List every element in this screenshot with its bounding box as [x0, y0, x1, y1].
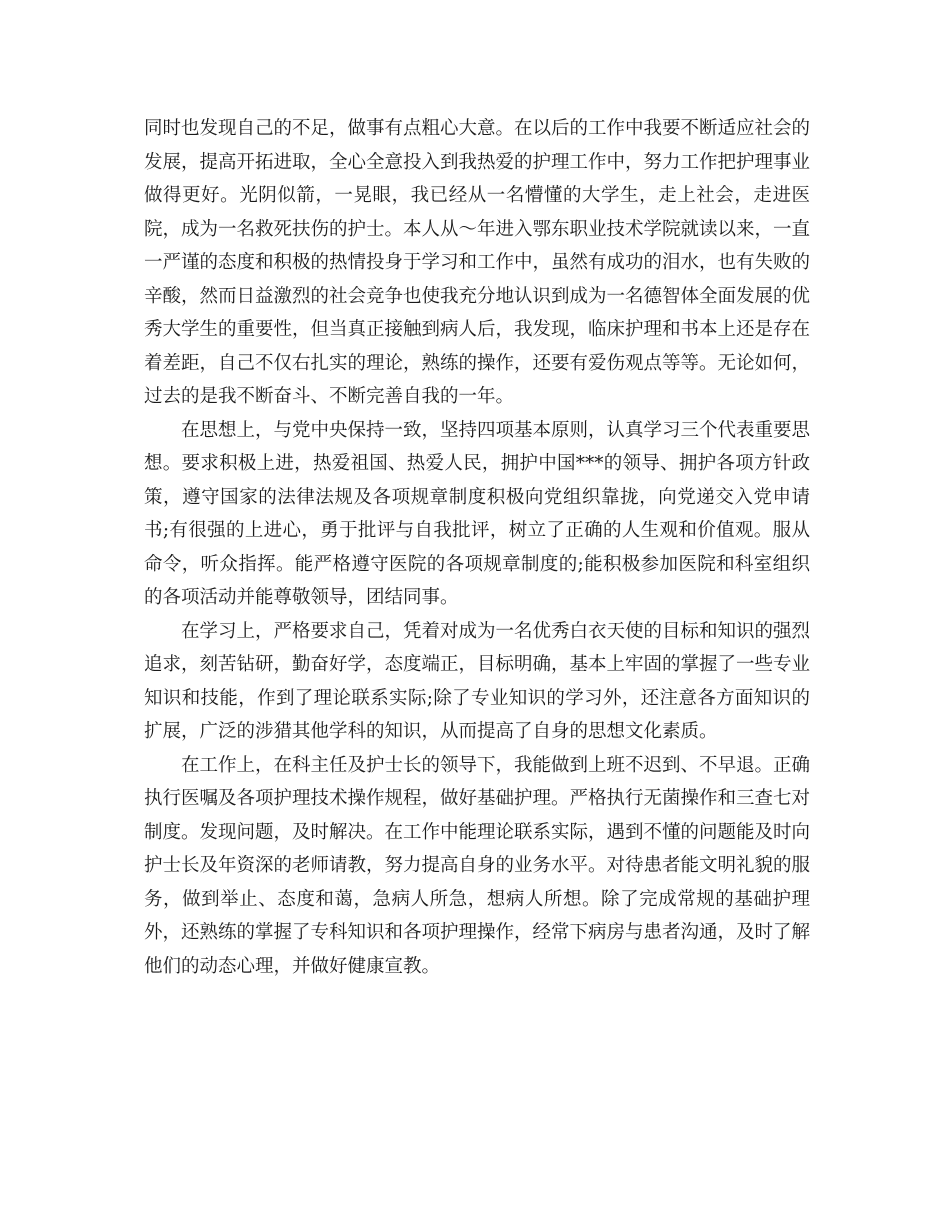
- paragraph-1: 同时也发现自己的不足，做事有点粗心大意。在以后的工作中我要不断适应社会的发展，提高开拓进取，全心全意投入到我热爱的护理工作中，努力工作把护理事业做得更好。光阴似箭，一晃眼，我已经从一名懵懂的大学生，走上社会，走进医院，成为一名救死扶伤的护士。本人从～年进入鄂东职业技术学院就读以来，一直一严谨的态度和积极的热情投身于学习和工作中，虽然有成功的泪水，也有失败的辛酸，然而日益激烈的社会竞争也使我充分地认识到成为一名德智体全面发展的优秀大学生的重要性，但当真正接触到病人后，我发现，临床护理和书本上还是存在着差距，自己不仅右扎实的理论，熟练的操作，还要有爱伤观点等等。无论如何，过去的是我不断奋斗、不断完善自我的一年。: [144, 118, 811, 407]
- paragraph-2: 在思想上，与党中央保持一致，坚持四项基本原则，认真学习三个代表重要思想。要求积极上进，热爱祖国、热爱人民，拥护中国***的领导、拥护各项方针政策，遵守国家的法律法规及各项规章制度积极向党组织靠拢，向党递交入党申请书;有很强的上进心，勇于批评与自我批评，树立了正确的人生观和价值观。服从命令，听众指挥。能严格遵守医院的各项规章制度的;能积极参加医院和科室组织的各项活动并能尊敬领导，团结同事。: [144, 419, 811, 608]
- document-body: [144, 112, 810, 983]
- paragraph-4: 在工作上，在科主任及护士长的领导下，我能做到上班不迟到、不早退。正确执行医嘱及各项护理技术操作规程，做好基础护理。严格执行无菌操作和三查七对制度。发现问题，及时解决。在工作中能理论联系实际，遇到不懂的问题能及时向护士长及年资深的老师请教，努力提高自身的业务水平。对待患者能文明礼貌的服务，做到举止、态度和蔼，急病人所急，想病人所想。除了完成常规的基础护理外，还熟练的掌握了专科知识和各项护理操作，经常下病房与患者沟通，及时了解他们的动态心理，并做好健康宣教。: [144, 754, 811, 977]
- paragraph-3: 在学习上，严格要求自己，凭着对成为一名优秀白衣天使的目标和知识的强烈追求，刻苦钻研，勤奋好学，态度端正，目标明确，基本上牢固的掌握了一些专业知识和技能，作到了理论联系实际;除了专业知识的学习外，还注意各方面知识的扩展，广泛的涉猎其他学科的知识，从而提高了自身的思想文化素质。: [144, 620, 811, 742]
